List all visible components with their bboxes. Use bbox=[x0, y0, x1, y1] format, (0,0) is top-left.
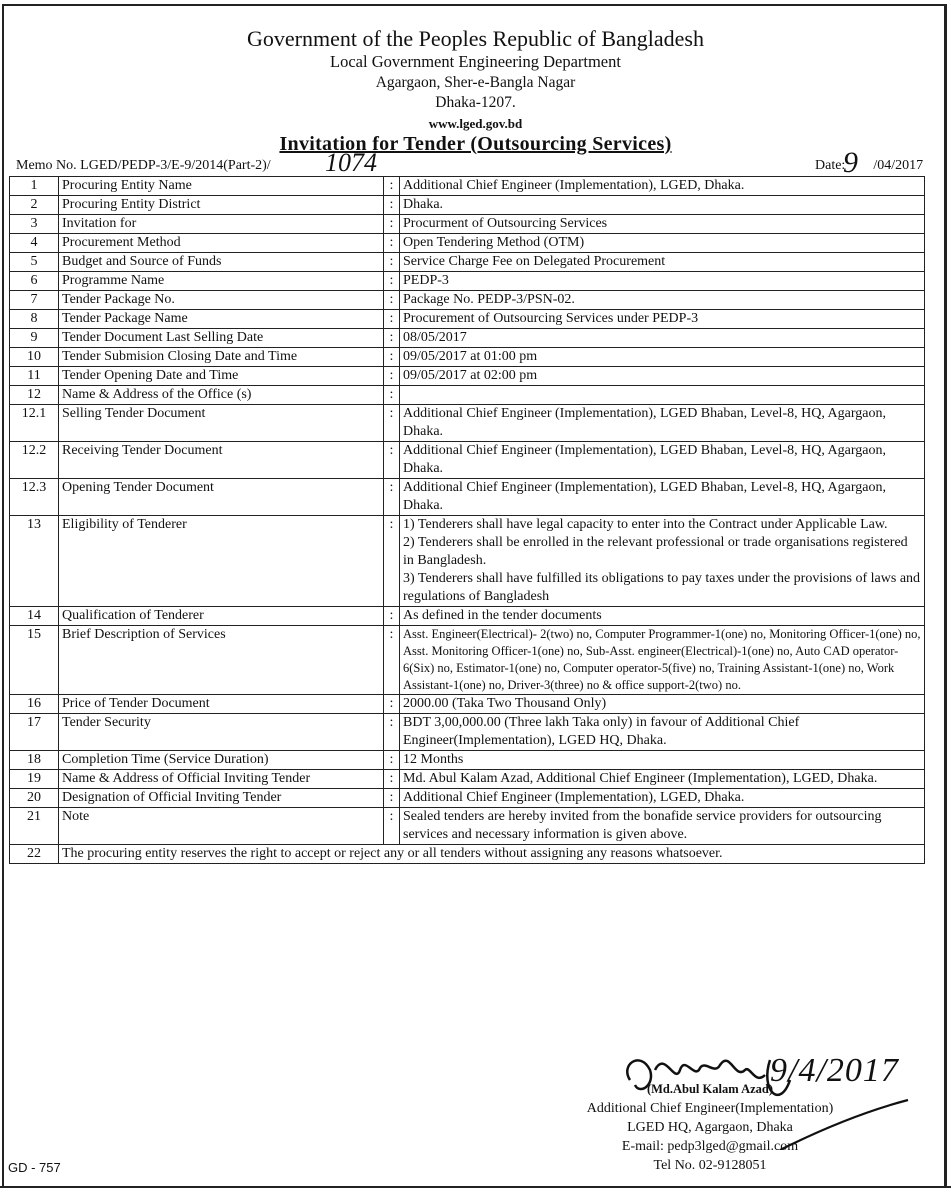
row-label: Note bbox=[59, 808, 384, 845]
row-label: Tender Security bbox=[59, 714, 384, 751]
row-label: Qualification of Tenderer bbox=[59, 607, 384, 626]
tender-table bbox=[9, 176, 925, 864]
row-value: 1) Tenderers shall have legal capacity to enter into the Contract under Applicable Law. 2) Tenderers shall be enrolled in the relevant professional or trade organisations registered in Bangladesh. 3) Tenderers shall have fulfilled its obligations to pay taxes under the provisions of laws and regulations of Bangladesh bbox=[400, 516, 925, 607]
row-label: Tender Package No. bbox=[59, 291, 384, 310]
signatory-email[interactable]: E-mail: pedp3lged@gmail.com bbox=[621, 1139, 799, 1154]
row-value: 09/05/2017 at 01:00 pm bbox=[400, 348, 925, 367]
row-value: As defined in the tender documents bbox=[400, 607, 925, 626]
row-separator: : bbox=[384, 626, 400, 695]
row-number: 13 bbox=[10, 516, 59, 607]
memo-handwritten-number: 1074 bbox=[325, 148, 377, 177]
memo-date bbox=[815, 158, 923, 174]
row-number: 9 bbox=[10, 329, 59, 348]
signature-block bbox=[520, 1080, 900, 1175]
row-label: Completion Time (Service Duration) bbox=[59, 751, 384, 770]
row-label: Brief Description of Services bbox=[59, 626, 384, 695]
row-separator: : bbox=[384, 253, 400, 272]
row-number: 4 bbox=[10, 234, 59, 253]
row-value: BDT 3,00,000.00 (Three lakh Taka only) in favour of Additional Chief Engineer(Implementation), LGED HQ, Dhaka. bbox=[400, 714, 925, 751]
row-separator: : bbox=[384, 714, 400, 751]
table-row bbox=[10, 272, 925, 291]
row-number: 12 bbox=[10, 386, 59, 405]
row-value: The procuring entity reserves the right to accept or reject any or all tenders without assigning any reasons whatsoever. bbox=[59, 845, 925, 864]
row-number: 15 bbox=[10, 626, 59, 695]
table-row bbox=[10, 516, 925, 607]
table-row bbox=[10, 291, 925, 310]
table-row bbox=[10, 177, 925, 196]
row-separator: : bbox=[384, 367, 400, 386]
row-label: Procurement Method bbox=[59, 234, 384, 253]
row-number: 18 bbox=[10, 751, 59, 770]
table-row bbox=[10, 751, 925, 770]
row-number: 16 bbox=[10, 695, 59, 714]
row-number: 22 bbox=[10, 845, 59, 864]
row-separator: : bbox=[384, 405, 400, 442]
row-value: Additional Chief Engineer (Implementation), LGED Bhaban, Level-8, HQ, Agargaon, Dhaka. bbox=[400, 405, 925, 442]
table-row bbox=[10, 479, 925, 516]
row-value: Additional Chief Engineer (Implementation), LGED, Dhaka. bbox=[400, 177, 925, 196]
row-number: 7 bbox=[10, 291, 59, 310]
row-label: Programme Name bbox=[59, 272, 384, 291]
page-title: Invitation for Tender (Outsourcing Services) bbox=[279, 133, 672, 155]
table-row bbox=[10, 789, 925, 808]
row-label: Tender Opening Date and Time bbox=[59, 367, 384, 386]
row-label: Budget and Source of Funds bbox=[59, 253, 384, 272]
row-label: Designation of Official Inviting Tender bbox=[59, 789, 384, 808]
bottom-rule bbox=[0, 1186, 951, 1188]
signatory-office: LGED HQ, Agargaon, Dhaka bbox=[627, 1120, 793, 1135]
date-handwritten-day: 9 bbox=[843, 146, 858, 179]
table-row bbox=[10, 348, 925, 367]
table-row bbox=[10, 234, 925, 253]
table-row bbox=[10, 367, 925, 386]
signatory-designation: Additional Chief Engineer(Implementation) bbox=[586, 1101, 834, 1116]
row-separator: : bbox=[384, 751, 400, 770]
row-label: Invitation for bbox=[59, 215, 384, 234]
row-value: Additional Chief Engineer (Implementation), LGED Bhaban, Level-8, HQ, Agargaon, Dhaka. bbox=[400, 442, 925, 479]
table-row bbox=[10, 253, 925, 272]
row-number: 12.1 bbox=[10, 405, 59, 442]
row-separator: : bbox=[384, 479, 400, 516]
row-number: 2 bbox=[10, 196, 59, 215]
row-value: Procurment of Outsourcing Services bbox=[400, 215, 925, 234]
row-value: Dhaka. bbox=[400, 196, 925, 215]
row-separator: : bbox=[384, 196, 400, 215]
row-number: 14 bbox=[10, 607, 59, 626]
table-row bbox=[10, 695, 925, 714]
row-number: 17 bbox=[10, 714, 59, 751]
row-separator: : bbox=[384, 516, 400, 607]
date-label: Date: bbox=[815, 158, 846, 173]
table-row bbox=[10, 215, 925, 234]
row-number: 12.2 bbox=[10, 442, 59, 479]
row-separator: : bbox=[384, 442, 400, 479]
row-separator: : bbox=[384, 348, 400, 367]
row-value: PEDP-3 bbox=[400, 272, 925, 291]
memo-number: Memo No. LGED/PEDP-3/E-9/2014(Part-2)/ bbox=[16, 158, 271, 173]
department-name: Local Government Engineering Department bbox=[330, 52, 621, 71]
row-number: 1 bbox=[10, 177, 59, 196]
row-separator: : bbox=[384, 215, 400, 234]
table-row bbox=[10, 329, 925, 348]
office-address: Agargaon, Sher-e-Bangla Nagar bbox=[375, 74, 576, 91]
row-separator: : bbox=[384, 329, 400, 348]
row-value: 09/05/2017 at 02:00 pm bbox=[400, 367, 925, 386]
row-separator: : bbox=[384, 789, 400, 808]
row-value: Open Tendering Method (OTM) bbox=[400, 234, 925, 253]
row-separator: : bbox=[384, 272, 400, 291]
table-row bbox=[10, 808, 925, 845]
row-label: Eligibility of Tenderer bbox=[59, 516, 384, 607]
row-value: 12 Months bbox=[400, 751, 925, 770]
row-label: Name & Address of Official Inviting Tender bbox=[59, 770, 384, 789]
table-row bbox=[10, 405, 925, 442]
row-label: Receiving Tender Document bbox=[59, 442, 384, 479]
row-value: Additional Chief Engineer (Implementation), LGED Bhaban, Level-8, HQ, Agargaon, Dhaka. bbox=[400, 479, 925, 516]
row-number: 5 bbox=[10, 253, 59, 272]
row-separator: : bbox=[384, 607, 400, 626]
row-separator: : bbox=[384, 808, 400, 845]
footer-code: GD - 757 bbox=[8, 1160, 61, 1175]
row-number: 20 bbox=[10, 789, 59, 808]
row-separator: : bbox=[384, 291, 400, 310]
office-city: Dhaka-1207. bbox=[435, 94, 516, 111]
row-number: 6 bbox=[10, 272, 59, 291]
row-label: Opening Tender Document bbox=[59, 479, 384, 516]
row-separator: : bbox=[384, 770, 400, 789]
row-separator: : bbox=[384, 310, 400, 329]
row-separator: : bbox=[384, 177, 400, 196]
row-value: Package No. PEDP-3/PSN-02. bbox=[400, 291, 925, 310]
row-value: Md. Abul Kalam Azad, Additional Chief Engineer (Implementation), LGED, Dhaka. bbox=[400, 770, 925, 789]
signatory-name: (Md.Abul Kalam Azad) bbox=[646, 1082, 774, 1096]
row-separator: : bbox=[384, 386, 400, 405]
row-value: 2000.00 (Taka Two Thousand Only) bbox=[400, 695, 925, 714]
table-row bbox=[10, 442, 925, 479]
row-label: Procuring Entity District bbox=[59, 196, 384, 215]
row-value: Service Charge Fee on Delegated Procurement bbox=[400, 253, 925, 272]
row-number: 12.3 bbox=[10, 479, 59, 516]
website-link[interactable]: www.lged.gov.bd bbox=[428, 116, 523, 131]
row-separator: : bbox=[384, 695, 400, 714]
table-row bbox=[10, 196, 925, 215]
row-number: 21 bbox=[10, 808, 59, 845]
row-separator: : bbox=[384, 234, 400, 253]
row-label: Tender Document Last Selling Date bbox=[59, 329, 384, 348]
table-row bbox=[10, 386, 925, 405]
row-value: Additional Chief Engineer (Implementation), LGED, Dhaka. bbox=[400, 789, 925, 808]
row-value bbox=[400, 386, 925, 405]
government-title: Government of the Peoples Republic of Bangladesh bbox=[246, 26, 704, 51]
row-label: Tender Package Name bbox=[59, 310, 384, 329]
table-row bbox=[10, 626, 925, 695]
row-label: Selling Tender Document bbox=[59, 405, 384, 442]
row-number: 19 bbox=[10, 770, 59, 789]
row-number: 8 bbox=[10, 310, 59, 329]
row-label: Price of Tender Document bbox=[59, 695, 384, 714]
table-row bbox=[10, 770, 925, 789]
row-label: Tender Submision Closing Date and Time bbox=[59, 348, 384, 367]
table-row bbox=[10, 845, 925, 864]
row-value: Sealed tenders are hereby invited from the bonafide service providers for outsourcing services and necessary information is given above. bbox=[400, 808, 925, 845]
table-row bbox=[10, 714, 925, 751]
date-rest: /04/2017 bbox=[873, 158, 924, 173]
signatory-phone: Tel No. 02-9128051 bbox=[653, 1158, 767, 1173]
row-number: 10 bbox=[10, 348, 59, 367]
row-number: 3 bbox=[10, 215, 59, 234]
signature-handwritten-date: 9/4/2017 bbox=[770, 1052, 899, 1089]
row-label: Procuring Entity Name bbox=[59, 177, 384, 196]
row-value: 08/05/2017 bbox=[400, 329, 925, 348]
row-number: 11 bbox=[10, 367, 59, 386]
row-value: Procurement of Outsourcing Services under PEDP-3 bbox=[400, 310, 925, 329]
table-row bbox=[10, 310, 925, 329]
table-row bbox=[10, 607, 925, 626]
row-label: Name & Address of the Office (s) bbox=[59, 386, 384, 405]
row-value: Asst. Engineer(Electrical)- 2(two) no, Computer Programmer-1(one) no, Monitoring Officer-1(one) no, Asst. Monitoring Officer-1(one) no, Sub-Asst. engineer(Electrical)-1(one) no, Auto CAD operator-6(Six) no, Estimator-1(one) no, Computer operator-5(five) no, Training Assistant-1(one) no, Work Assistant-1(one) no, Driver-3(three) no & office support-2(two) no. bbox=[400, 626, 925, 695]
